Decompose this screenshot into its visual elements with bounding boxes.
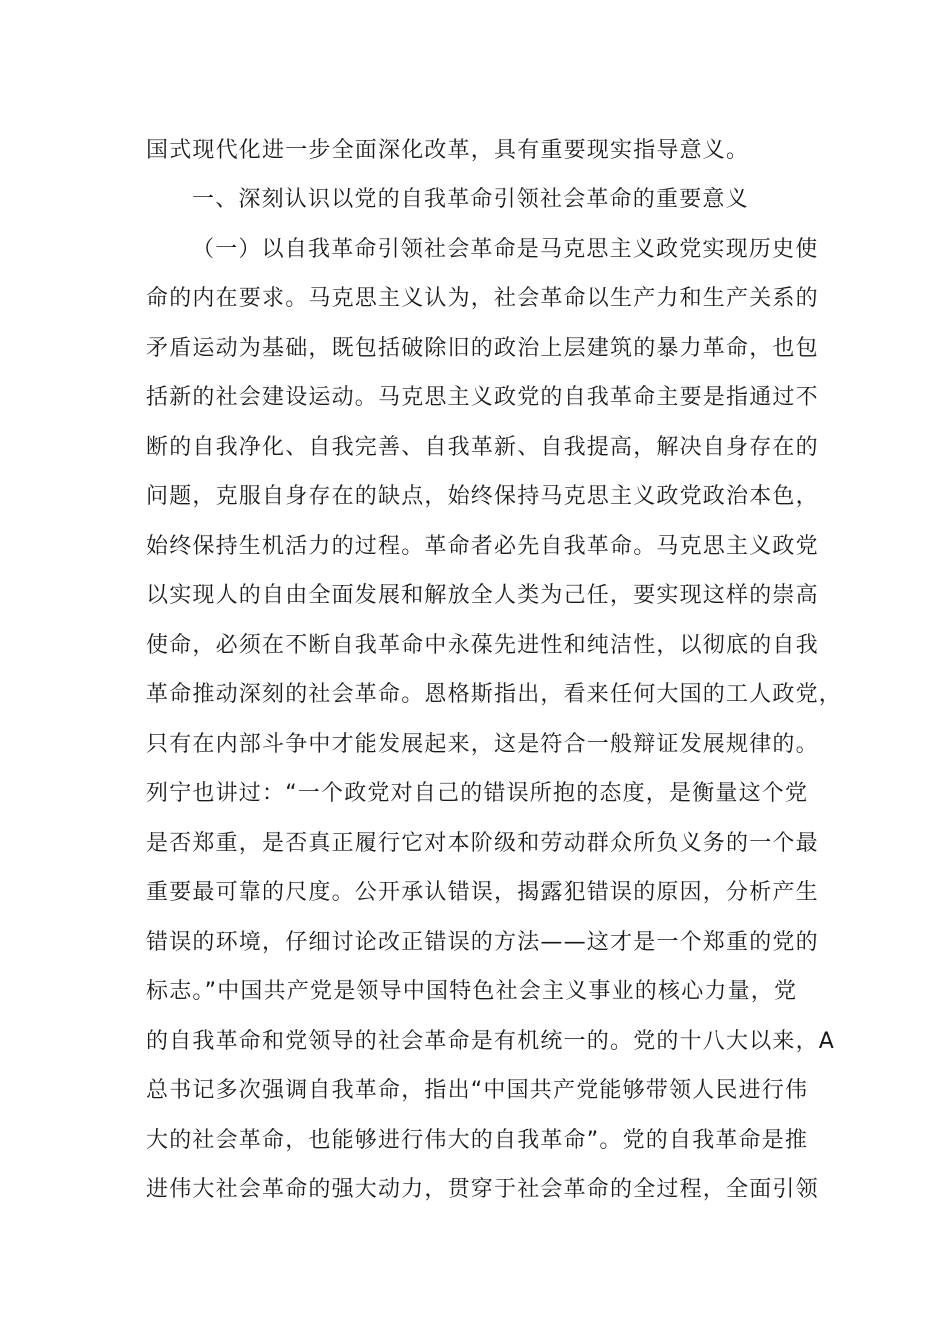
text-line: 是否郑重，是否真正履行它对本阶级和劳动群众所负义务的一个最: [146, 831, 819, 856]
text-line: 国式现代化进一步全面深化改革，具有重要现实指导意义。: [146, 138, 750, 163]
section-heading: 一、深刻认识以党的自我革命引领社会革命的重要意义: [192, 187, 749, 212]
text-line: 始终保持生机活力的过程。革命者必先自我革命。马克思主义政党: [146, 534, 819, 559]
text-line: 进伟大社会革命的强大动力，贯穿于社会革命的全过程，全面引领: [146, 1177, 819, 1202]
text-line: 标志。”中国共产党是领导中国特色社会主义事业的核心力量，党: [146, 979, 798, 1004]
text-line: 错误的环境，仔细讨论改正错误的方法——这才是一个郑重的党的: [146, 930, 819, 955]
text-line: 的自我革命和党领导的社会革命是有机统一的。党的十八大以来，A: [146, 1029, 836, 1054]
text-line: 命的内在要求。马克思主义认为，社会革命以生产力和生产关系的: [146, 286, 819, 311]
subsection-heading: （一）以自我革命引领社会革命是马克思主义政党实现历史使: [192, 237, 819, 262]
text-line: 列宁也讲过：“一个政党对自己的错误所抱的态度，是衡量这个党: [146, 781, 809, 806]
text-line: 重要最可靠的尺度。公开承认错误，揭露犯错误的原因，分析产生: [146, 880, 819, 905]
text-line: 总书记多次强调自我革命，指出“中国共产党能够带领人民进行伟: [146, 1078, 809, 1103]
text-line: 大的社会革命，也能够进行伟大的自我革命”。党的自我革命是推: [146, 1128, 809, 1153]
text-line: 只有在内部斗争中才能发展起来，这是符合一般辩证发展规律的。: [146, 732, 819, 757]
text-line: 以实现人的自由全面发展和解放全人类为己任，要实现这样的崇高: [146, 583, 819, 608]
text-line: 括新的社会建设运动。马克思主义政党的自我革命主要是指通过不: [146, 385, 819, 410]
text-line: 矛盾运动为基础，既包括破除旧的政治上层建筑的暴力革命，也包: [146, 336, 819, 361]
text-line: 使命，必须在不断自我革命中永葆先进性和纯洁性，以彻底的自我: [146, 633, 819, 658]
text-line: 革命推动深刻的社会革命。恩格斯指出，看来任何大国的工人政党，: [146, 682, 843, 707]
text-line: 断的自我净化、自我完善、自我革新、自我提高，解决自身存在的: [146, 435, 819, 460]
text-line: 问题，克服自身存在的缺点，始终保持马克思主义政党政治本色，: [146, 484, 819, 509]
